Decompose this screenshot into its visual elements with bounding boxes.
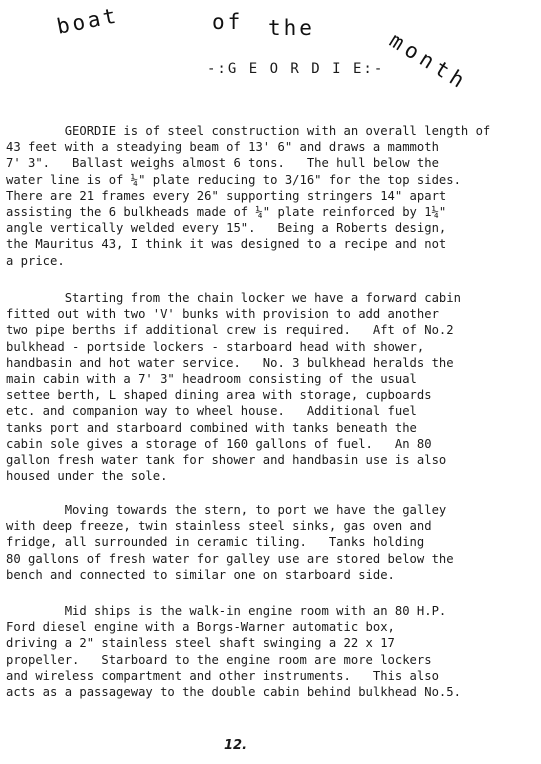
text-line: driving a 2" stainless steel shaft swinging a 22 x 17 — [6, 636, 395, 651]
text-line: fridge, all surrounded in ceramic tiling. Tanks holding — [6, 535, 425, 550]
text-line: bulkhead - portside lockers - starboard head with shower, — [6, 339, 425, 354]
text-line: angle vertically welded every 15". Being a Roberts design, — [6, 221, 447, 236]
text-line: gallon fresh water tank for shower and handbasin use is also — [6, 452, 447, 467]
text-line: housed under the sole. — [6, 469, 168, 484]
text-line: assisting the 6 bulkheads made of ¼" plate reinforced by 1¼" — [6, 204, 447, 219]
text-line: main cabin with a 7' 3" headroom consisting of the usual — [6, 371, 417, 386]
text-line: tanks port and starboard combined with tanks beneath the — [6, 420, 417, 435]
text-line: Moving towards the stern, to port we have the galley — [6, 503, 447, 517]
text-line: cabin sole gives a storage of 160 gallons of fuel. An 80 — [6, 436, 432, 451]
text-line: 7' 3". Ballast weighs almost 6 tons. The hull below the — [6, 156, 439, 171]
text-line: Starting from the chain locker we have a forward cabin — [6, 291, 461, 305]
text-line: There are 21 frames every 26" supporting stringers 14" apart — [6, 188, 447, 203]
text-line: etc. and companion way to wheel house. Additional fuel — [6, 404, 417, 419]
paragraph-construction — [6, 123, 536, 269]
paragraph-forward-cabin — [6, 290, 536, 484]
text-line: GEORDIE is of steel construction with an overall length of — [6, 124, 491, 138]
text-line: two pipe berths if additional crew is required. Aft of No.2 — [6, 323, 454, 338]
text-line: the Mauritus 43, I think it was designed to a recipe and not — [6, 237, 447, 252]
text-line: water line is of ¼" plate reducing to 3/16" for the top sides. — [6, 172, 461, 187]
text-line: a price. — [6, 253, 65, 268]
text-line: Ford diesel engine with a Borgs-Warner automatic box, — [6, 620, 395, 635]
heading-word-month: month — [385, 28, 473, 96]
heading-word-boat: boat — [54, 3, 121, 39]
text-line: propeller. Starboard to the engine room are more lockers — [6, 652, 432, 667]
text-line: handbasin and hot water service. No. 3 bulkhead heralds the — [6, 355, 454, 370]
paragraph-galley — [6, 502, 536, 583]
text-line: and wireless compartment and other instruments. This also — [6, 668, 439, 683]
text-line: Mid ships is the walk-in engine room with an 80 H.P. — [6, 604, 447, 618]
boat-name-subtitle: -:G E O R D I E:- — [207, 61, 385, 77]
text-line: settee berth, L shaped dining area with storage, cupboards — [6, 388, 432, 403]
text-line: fitted out with two 'V' bunks with provision to add another — [6, 307, 439, 322]
text-line: 80 gallons of fresh water for galley use are stored below the — [6, 551, 454, 566]
text-line: with deep freeze, twin stainless steel sinks, gas oven and — [6, 519, 432, 534]
page-number: 12. — [224, 738, 248, 753]
heading-word-the: the — [268, 16, 315, 40]
text-line: bench and connected to similar one on starboard side. — [6, 567, 395, 582]
text-line: 43 feet with a steadying beam of 13' 6" and draws a mammoth — [6, 140, 439, 155]
heading-word-of: of — [212, 10, 244, 34]
paragraph-engine-room — [6, 603, 536, 700]
text-line: acts as a passageway to the double cabin behind bulkhead No.5. — [6, 684, 461, 699]
